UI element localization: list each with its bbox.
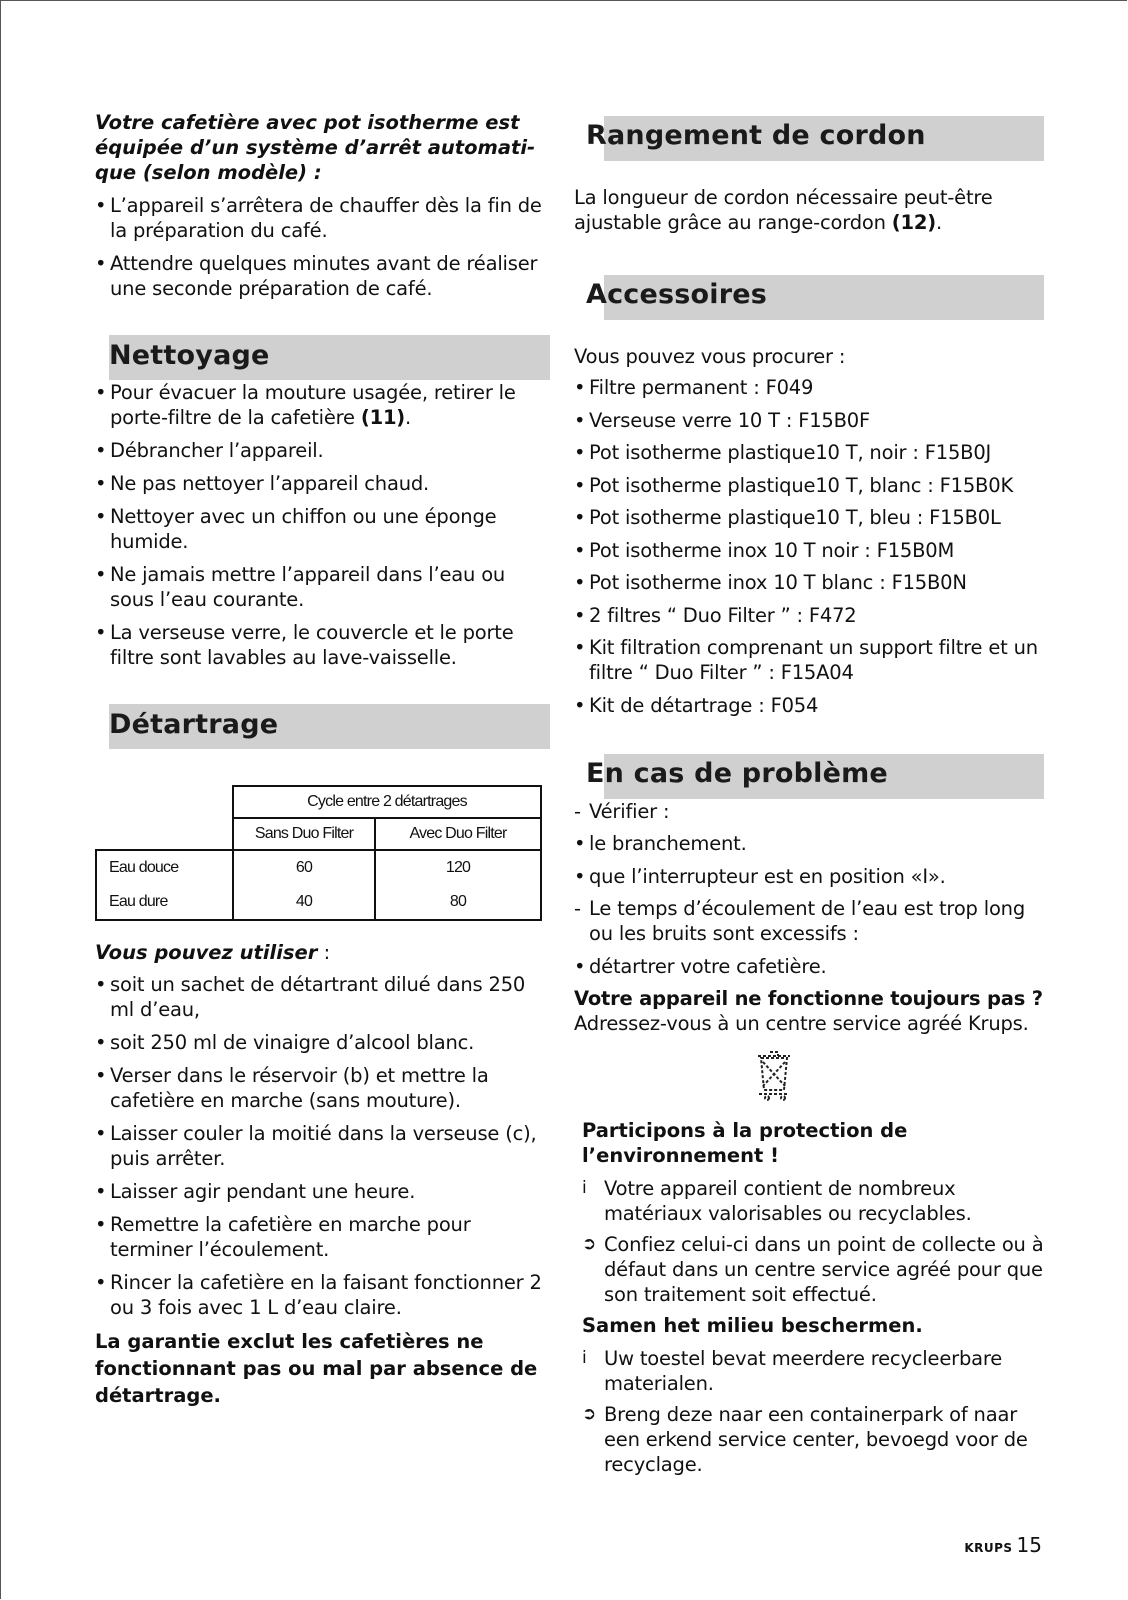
list-item: • La verseuse verre, le couvercle et le porte filtre sont lavables au lave-vaisselle. [95,620,550,670]
item-text: Votre appareil contient de nombreux matériaux valorisables ou recyclables. [604,1177,972,1225]
list-item [582,1402,1044,1477]
section-title: Rangement de cordon [586,120,926,151]
list-item [95,380,550,430]
item-text: Confiez celui-ci dans un point de collecte ou à défaut dans un centre service agréé pour que son traitement soit effectué. [604,1233,1044,1306]
item-punct: . [405,406,412,429]
list-item: • Laisser agir pendant une heure. [95,1179,550,1204]
recycle-bin-icon [739,1044,809,1104]
list-item: • le branchement. [574,831,1044,856]
nettoyage-list [95,380,550,670]
section-title: Nettoyage [109,340,270,371]
list-item [582,1176,1044,1226]
list-item: • Attendre quelques minutes avant de réaliser une seconde préparation de café. [95,251,550,301]
section-heading-nettoyage [109,335,550,380]
probleme-list [574,799,1044,979]
accessoires-intro: Vous pouvez vous procurer : [574,345,846,368]
probleme-block [574,799,1044,1478]
list-item: • Verser dans le réservoir (b) et mettre la cafetière en marche (sans mouture). [95,1063,550,1113]
arrow-mark: ➲ [582,1404,597,1424]
env-fr-title: Participons à la protection de l’environnement ! [582,1119,908,1167]
item-text: Le temps d’écoulement de l’eau est trop long ou les bruits sont excessifs : [589,897,1026,945]
table-row-label: Eau dure [96,885,233,920]
list-item: • L’appareil s’arrêtera de chauffer dès la fin de la préparation du café. [95,193,550,243]
table-cell: 40 [233,885,375,920]
auto-stop-title: Votre cafetière avec pot isotherme est équipée d’un système d’arrêt automati-que (selon modèle) : [95,111,536,184]
list-item: • Débrancher l’appareil. [95,438,550,463]
list-item: • Pot isotherme inox 10 T noir : F15B0M [574,538,1044,563]
info-mark: i [582,1348,587,1368]
item-text: Uw toestel bevat meerdere recycleerbare materialen. [604,1347,1003,1395]
info-mark: i [582,1178,587,1198]
list-item: • Ne pas nettoyer l’appareil chaud. [95,471,550,496]
rangement-ref: (12) [891,211,936,234]
service-note [574,986,1044,1036]
list-item: • Kit de détartrage : F054 [574,693,1044,718]
list-item: • Kit filtration comprenant un support filtre et un filtre “ Duo Filter ” : F15A04 [574,635,1044,685]
table-row [96,850,541,885]
list-item: • Pot isotherme plastique10 T, blanc : F15B0K [574,473,1044,498]
list-item: • 2 filtres “ Duo Filter ” : F472 [574,603,1044,628]
section-heading-rangement [586,116,1044,161]
accessoires-list [574,375,1044,718]
table-row [96,885,541,920]
env-nl-list [582,1346,1044,1477]
table-cell: 60 [233,850,375,885]
brand-logo: KRUPS [964,1541,1013,1555]
list-item [582,1232,1044,1307]
list-item: • Verseuse verre 10 T : F15B0F [574,408,1044,433]
list-item: • Ne jamais mettre l’appareil dans l’eau ou sous l’eau courante. [95,562,550,612]
table-cell: 120 [375,850,541,885]
table-cell: 80 [375,885,541,920]
item-ref: (11) [360,406,406,429]
page-footer [964,1533,1042,1557]
section-title: En cas de problème [586,757,888,789]
utiliser-list [95,972,550,1320]
left-column [95,110,550,1409]
rangement-punct: . [935,211,942,234]
table-header-avec: Avec Duo Filter [375,818,541,850]
list-item: • Pot isotherme plastique10 T, bleu : F15B0L [574,505,1044,530]
list-item [574,896,1044,946]
rangement-body: La longueur de cordon nécessaire peut-être ajustable grâce au range-cordon [574,186,993,234]
guarantee-note: La garantie exclut les cafetières ne fonctionnant pas ou mal par absence de détartrage. [95,1330,538,1407]
accessoires-block [574,344,1044,718]
list-item: • détartrer votre cafetière. [574,954,1044,979]
list-item: • Nettoyer avec un chiffon ou une éponge humide. [95,504,550,554]
service-note-bold: Votre appareil ne fonctionne toujours pas ? [574,987,1043,1010]
section-title: Détartrage [109,709,279,740]
utiliser-title [95,941,550,964]
table-row-label: Eau douce [96,850,233,885]
env-nl-title: Samen het milieu beschermen. [582,1314,923,1337]
list-item: • soit un sachet de détartrant dilué dans 250 ml d’eau, [95,972,550,1022]
env-fr-list [582,1176,1044,1307]
list-item: • Pot isotherme inox 10 T blanc : F15B0N [574,570,1044,595]
arrow-mark: ➲ [582,1234,597,1254]
item-text: Breng deze naar een containerpark of naar een erkend service center, bevoegd voor de recyclage. [604,1403,1028,1476]
descaling-table [95,785,542,921]
page-number: 15 [1016,1533,1042,1557]
auto-stop-list [95,193,550,301]
section-title: Accessoires [586,279,768,310]
right-column [574,116,1044,1483]
item-text: Pour évacuer la mouture usagée, retirer le porte-filtre de la cafetière [110,381,516,429]
section-heading-accessoires [586,275,1044,320]
list-item: • Filtre permanent : F049 [574,375,1044,400]
list-item: • soit 250 ml de vinaigre d’alcool blanc. [95,1030,550,1055]
service-note-text: Adressez-vous à un centre service agréé Krups. [574,1012,1029,1035]
utiliser-title-text: Vous pouvez utiliser [95,941,318,964]
list-item: • Remettre la cafetière en marche pour terminer l’écoulement. [95,1212,550,1262]
section-heading-detartrage [109,704,550,749]
table-header-sans: Sans Duo Filter [233,818,375,850]
utiliser-colon: : [317,941,331,964]
rangement-text [574,185,1044,235]
section-heading-probleme [586,754,1044,799]
table-empty-cell [96,818,233,850]
list-item: • Pot isotherme plastique10 T, noir : F15B0J [574,440,1044,465]
table-header-cycle: Cycle entre 2 détartrages [233,786,541,818]
table-empty-cell [96,786,233,818]
list-item: • Laisser couler la moitié dans la verseuse (c), puis arrêter. [95,1121,550,1171]
list-item [574,799,1044,824]
list-item [582,1346,1044,1396]
list-item: • que l’interrupteur est en position «I». [574,864,1044,889]
list-item: • Rincer la cafetière en la faisant fonctionner 2 ou 3 fois avec 1 L d’eau claire. [95,1270,550,1320]
item-text: Vérifier : [589,799,670,823]
